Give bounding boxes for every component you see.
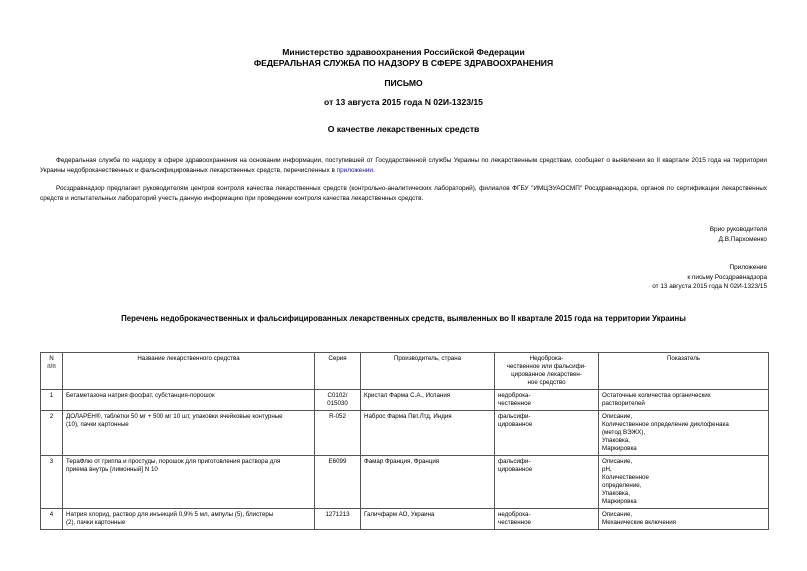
cell-name: Натрия хлорид, раствор для инъекций 0,9% 5 мл, ампулы (5), блистеры (2), пачки картонные	[63, 509, 315, 530]
header-series: Серия	[315, 353, 361, 390]
appendix-label: Приложение	[729, 264, 767, 271]
table-row	[41, 390, 769, 411]
cell-num: 4	[41, 509, 63, 530]
table-row	[41, 509, 769, 530]
signature-name: Д.В.Пархоменко	[718, 235, 767, 243]
cell-num: 2	[41, 411, 63, 456]
paragraph-1	[40, 156, 767, 175]
signature-position: Врио руководителя	[709, 226, 767, 233]
header-name: Название лекарственного средства	[63, 353, 315, 390]
document-type: ПИСЬМО	[384, 78, 423, 88]
ministry-name: Министерство здравоохранения Российской Федерации	[282, 47, 525, 57]
cell-maker: Галичфарм АО, Украина	[361, 509, 495, 530]
drugs-table	[40, 352, 769, 530]
cell-indicator: Описание, Механические включения	[599, 509, 769, 530]
cell-series: 1271213	[315, 509, 361, 530]
cell-maker: Наброс Фарма Пвт.Лтд, Индия	[361, 411, 495, 456]
document-subject: О качестве лекарственных средств	[327, 124, 480, 134]
paragraph-1-text: Федеральная служба по надзору в сфере здравоохранения на основании информации, поступившей от Государственной службы Украины по лекарственным средствам, сообщает о выявлении во II квартале 2015 года на территории Украины недоброкачественных и фальсифицированных лекарственных средств, перечисленных в	[40, 157, 767, 174]
cell-status: фальсифи- цированное	[495, 456, 599, 509]
paragraph-1-end: .	[373, 166, 375, 174]
cell-name: ДОЛАРЕН®, таблетки 50 мг + 500 мг 10 шт, упаковки ячейковые контурные (10), пачки картонные	[63, 411, 315, 456]
appendix-block	[652, 263, 767, 292]
cell-status: недоброка- чественное	[495, 509, 599, 530]
appendix-date-number: от 13 августа 2015 года N 02И-1323/15	[652, 283, 767, 291]
paragraph-2: Росздравнадзор предлагает руководителям центров контроля качества лекарственных средств (контрольно-аналитических лабораторий), филиалов ФГБУ "ИМЦЭУАОСМП" Росздравнадзора, органов по сертификации лекарственных средств и испытательных лабораторий учесть данную информацию при проведении контроля качества лекарственных средств.	[40, 185, 767, 202]
appendix-link[interactable]: приложении	[336, 166, 374, 174]
cell-series: R-052	[315, 411, 361, 456]
cell-status: фальсифи- цированное	[495, 411, 599, 456]
cell-series: С0102/ 015030	[315, 390, 361, 411]
header-status: Недоброка- чественное или фальсифи- цированное лекарствен- ное средство	[495, 353, 599, 390]
cell-maker: Фамар Франция, Франция	[361, 456, 495, 509]
appendix-to-letter: к письму Росздравнадзора	[687, 273, 767, 281]
cell-maker: Кристал Фарма С.А., Испания	[361, 390, 495, 411]
cell-num: 3	[41, 456, 63, 509]
table-row	[41, 411, 769, 456]
document-date-number: от 13 августа 2015 года N 02И-1323/15	[324, 97, 483, 107]
header-indicator: Показатель	[599, 353, 769, 390]
cell-name: ТераФлю от гриппа и простуды, порошок для приготовления раствора для приема внутрь [лимонный] N 10	[63, 456, 315, 509]
appendix-title: Перечень недоброкачественных и фальсифицированных лекарственных средств, выявленных во II квартале 2015 года на территории Украины	[121, 314, 686, 323]
table-row	[41, 456, 769, 509]
cell-name: Бетаметазона натрия фосфат, субстанция-порошок	[63, 390, 315, 411]
service-name: ФЕДЕРАЛЬНАЯ СЛУЖБА ПО НАДЗОРУ В СФЕРЕ ЗДРАВООХРАНЕНИЯ	[253, 58, 554, 68]
cell-status: недоброка- чественное	[495, 390, 599, 411]
header-maker: Производитель, страна	[361, 353, 495, 390]
cell-series: E6099	[315, 456, 361, 509]
cell-num: 1	[41, 390, 63, 411]
cell-indicator: Описание, pH, Количественное определение, Упаковка, Маркировка	[599, 456, 769, 509]
table-header-row	[41, 353, 769, 390]
cell-indicator: Описание, Количественное определение диклофенака (метод ВЭЖХ), Упаковка, Маркировка	[599, 411, 769, 456]
cell-indicator: Остаточные количества органических растворителей	[599, 390, 769, 411]
signature-block	[710, 225, 767, 244]
header-num: N п/п	[41, 353, 63, 390]
